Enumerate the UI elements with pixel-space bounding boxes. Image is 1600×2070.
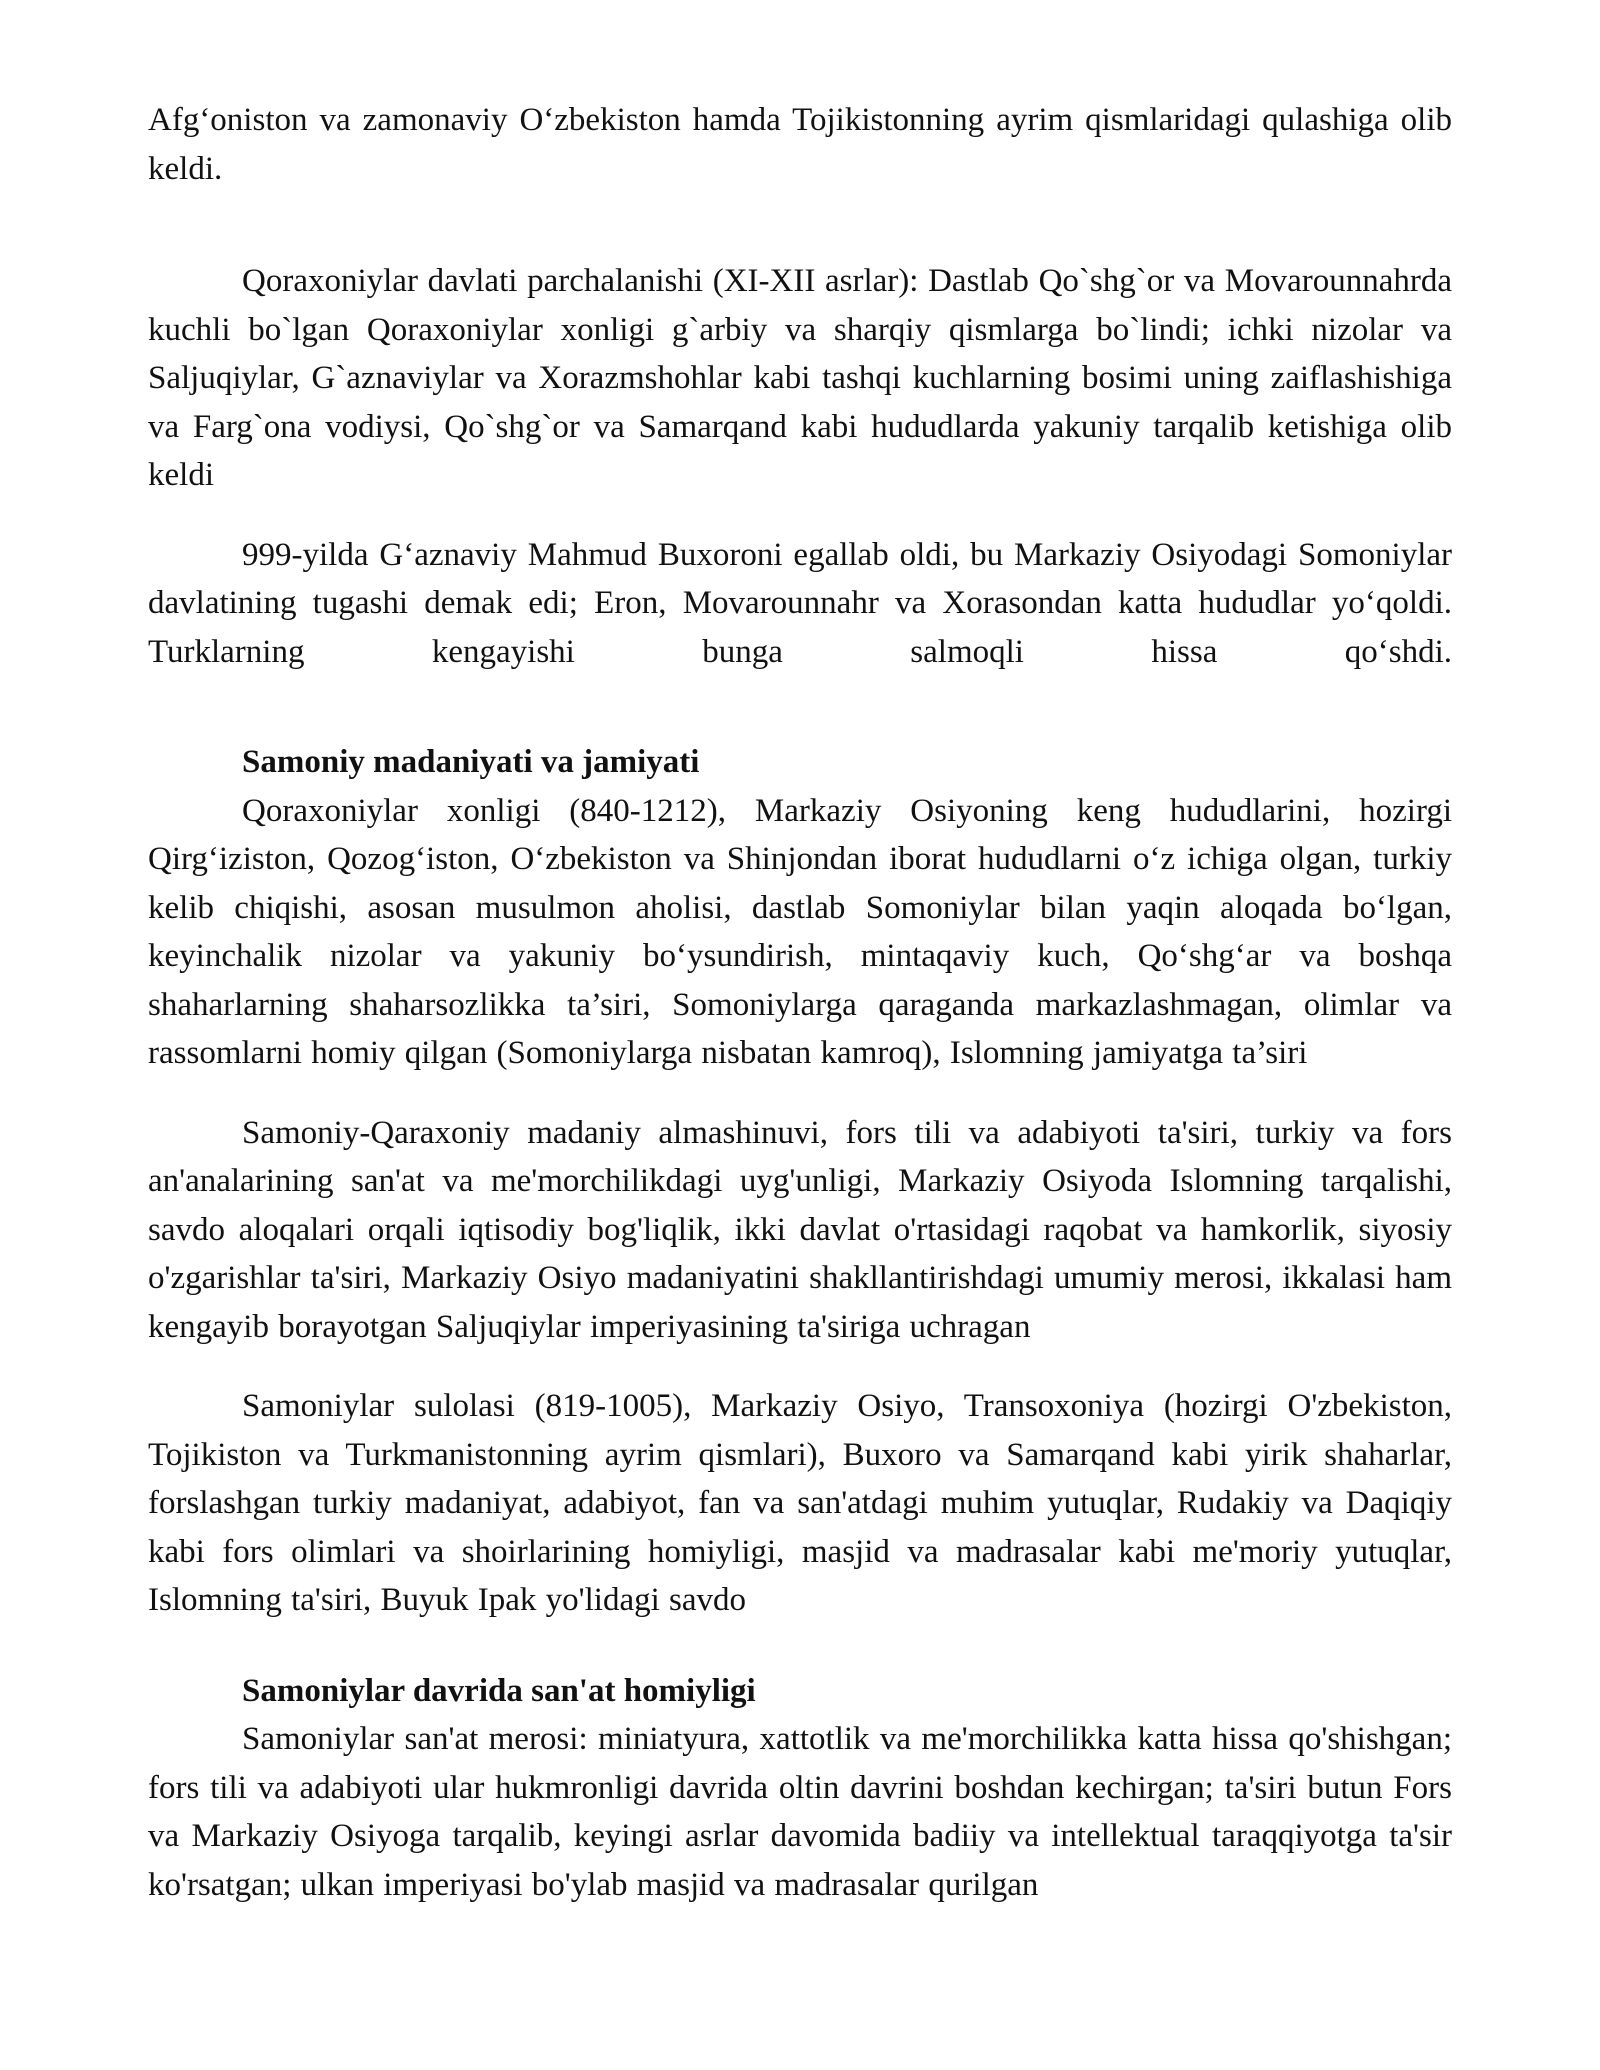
paragraph-madaniy-almashinuv: Samoniy-Qaraxoniy madaniy almashinuvi, fors tili va adabiyoti ta'siri, turkiy va fors an'analarining san'at va me'morchilikdagi uyg'unligi, Markaziy Osiyoda Islomning tarqalishi, savdo aloqalari orqali iqtisodiy bog'liqlik, ikki davlat o'rtasidagi raqobat va hamkorlik, siyosiy o'zgarishlar ta'siri, Markaziy Osiyo madaniyatini shakllantirishdagi umumiy merosi, ikkalasi ham kengayib borayotgan Saljuqiylar imperiyasining ta'siriga uchragan (148, 1114, 1452, 1345)
section-heading-sanat-homiyligi: Samoniylar davrida san'at homiyligi (242, 1672, 756, 1709)
spacer (148, 1625, 1452, 1667)
paragraph-samoniylar-sulolasi: Samoniylar sulolasi (819-1005), Markaziy Osiyo, Transoxoniya (hozirgi O'zbekiston, Tojikiston va Turkmanistonning ayrim qismlari), Buxoro va Samarqand kabi yirik shaharlar, forslashgan turkiy madaniyat, adabiyot, fan va san'atdagi muhim yutuqlar, Rudakiy va Daqiqiy kabi fors olimlari va shoirlarining homiyligi, masjid va madrasalar kabi me'moriy yutuqlar, Islomning ta'siri, Buyuk Ipak yo'lidagi savdo (148, 1388, 1452, 1618)
section-heading-samoniy-madaniyati: Samoniy madaniyati va jamiyati (242, 744, 700, 780)
spacer (148, 1351, 1452, 1382)
spacer (148, 676, 1452, 738)
paragraph-qoraxoniylar-parchalanishi: Qoraxoniylar davlati parchalanishi (XI-XII asrlar): Dastlab Qo`shg`or va Movarounnahrda kuchli bo`lgan Qoraxoniylar xonligi g`arbiy va sharqiy qismlarga bo`lindi; ichki nizolar va Saljuqiylar, G`aznaviylar va Xorazmshohlar kabi tashqi kuchlarning bosimi uning zaiflashishiga va Farg`ona vodiysi, Qo`shg`or va Samarqand kabi hududlarda yakuniy tarqalib ketishiga olib keldi (148, 263, 1452, 493)
spacer (148, 1078, 1452, 1109)
spacer (148, 193, 1452, 257)
paragraph-qoraxoniylar-xonligi: Qoraxoniylar xonligi (840-1212), Markaziy Osiyoning keng hududlarini, hozirgi Qirg‘iziston, Qozog‘iston, O‘zbekiston va Shinjondan iborat hududlarni o‘z ichiga olgan, turkiy kelib chiqishi, asosan musulmon aholisi, dastlab Somoniylar bilan yaqin aloqada bo‘lgan, keyinchalik nizolar va yakuniy bo‘ysundirish, mintaqaviy kuch, Qo‘shg‘ar va boshqa shaharlarning shaharsozlikka ta’siri, Somoniylarga qaraganda markazlashmagan, olimlar va rassomlarni homiy qilgan (Somoniylarga nisbatan kamroq), Islomning jamiyatga ta’siri (148, 792, 1452, 1071)
paragraph-gaznaviy-mahmud: 999-yilda G‘aznaviy Mahmud Buxoroni egallab oldi, bu Markaziy Osiyodagi Somoniylar davlatining tugashi demak edi; Eron, Movarounnahr va Xorasondan katta hududlar yo‘qoldi. Turklarning kengayishi bunga salmoqli hissa qo‘shdi. (148, 536, 1452, 670)
paragraph-sanat-merosi: Samoniylar san'at merosi: miniatyura, xattotlik va me'morchilikka katta hissa qo'shishgan; fors tili va adabiyoti ular hukmronligi davrida oltin davrini boshdan kechirgan; ta'siri butun Fors va Markaziy Osiyoga tarqalib, keyingi asrlar davomida badiiy va intellektual taraqqiyotga ta'sir ko'rsatgan; ulkan imperiyasi bo'ylab masjid va madrasalar qurilgan (148, 1721, 1452, 1903)
paragraph-continuation: Afg‘oniston va zamonaviy O‘zbekiston hamda Tojikistonning ayrim qismlaridagi qulashiga olib keldi. (148, 102, 1452, 187)
spacer (148, 500, 1452, 531)
document-page (148, 96, 1452, 1909)
